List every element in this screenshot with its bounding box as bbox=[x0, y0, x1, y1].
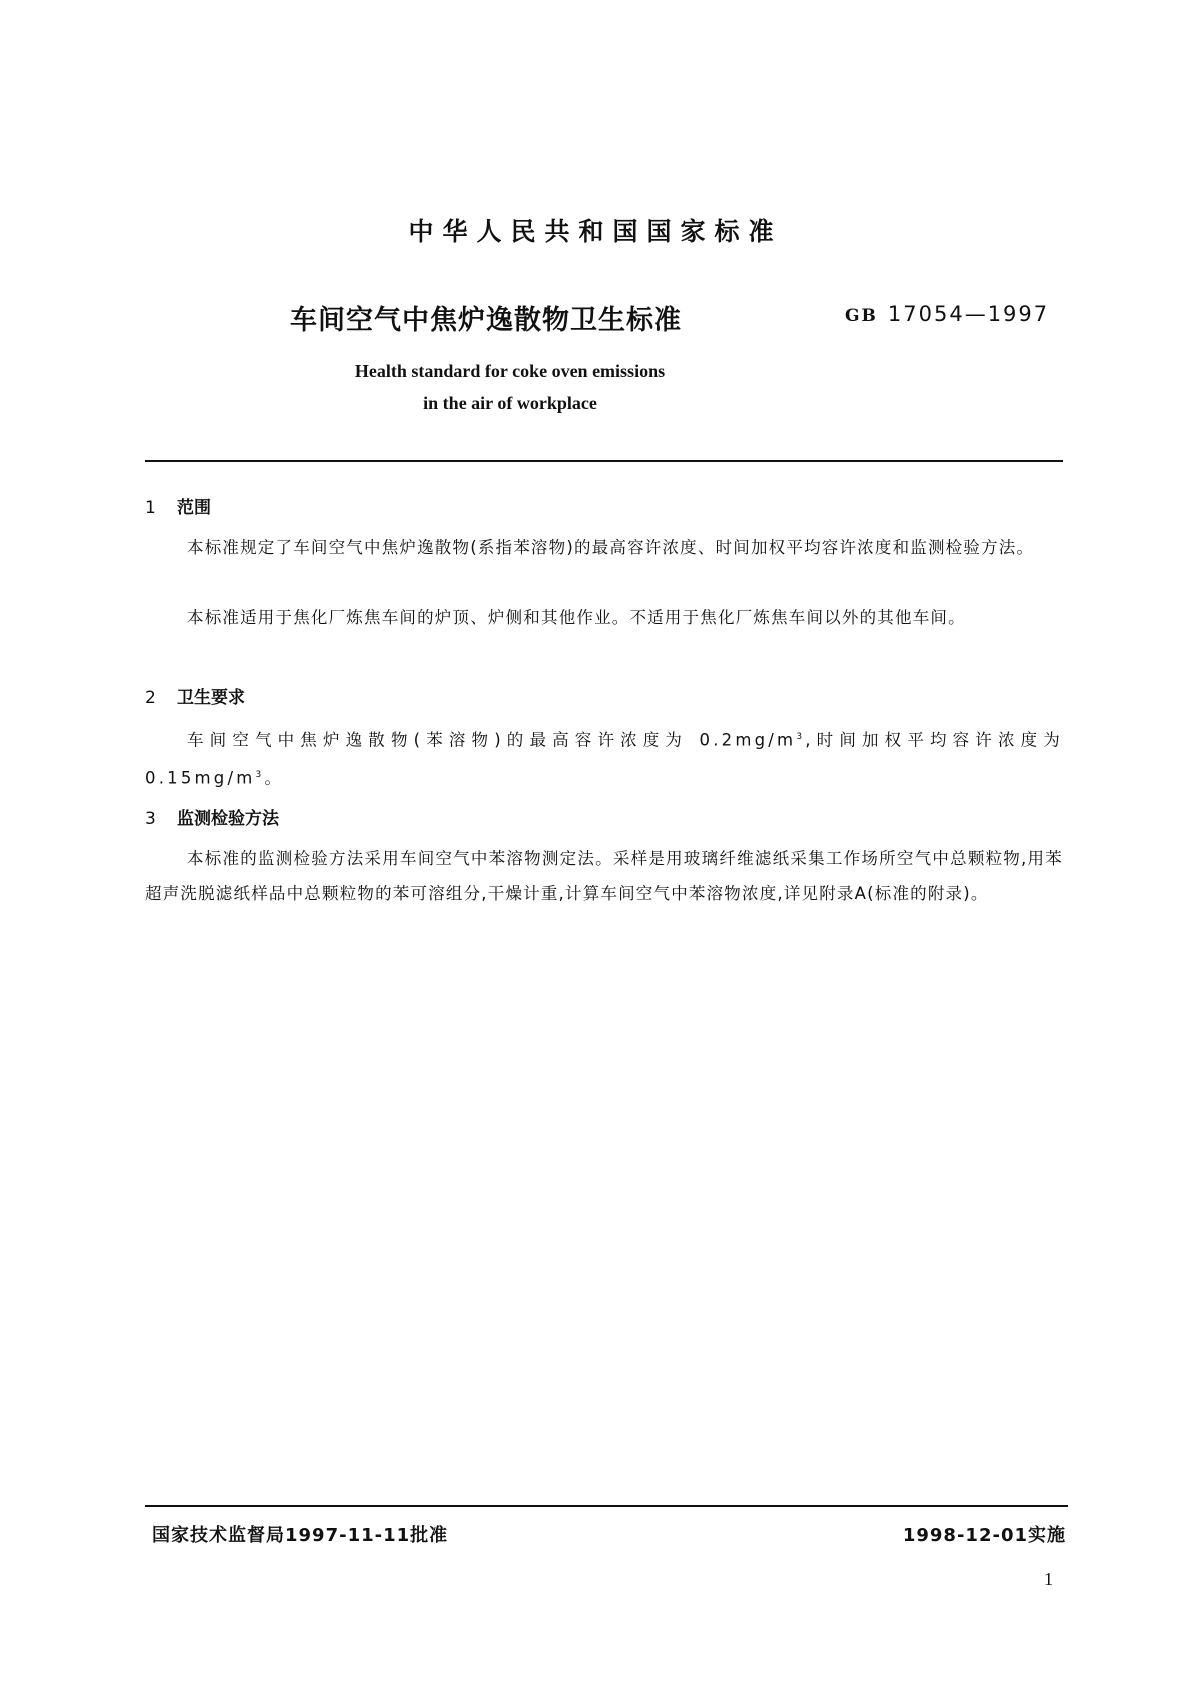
section-number: 2 bbox=[145, 688, 156, 708]
section-3-heading bbox=[145, 804, 279, 829]
superscript: 3 bbox=[796, 732, 806, 742]
section-2-paragraph bbox=[145, 720, 1063, 795]
section-3-paragraph: 本标准的监测检验方法采用车间空气中苯溶物测定法。采样是用玻璃纤维滤纸采集工作场所空气中总颗粒物,用苯超声洗脱滤纸样品中总颗粒物的苯可溶组分,干燥计重,计算车间空气中苯溶物浓度,详见附录A(标准的附录)。 bbox=[145, 849, 1063, 903]
standard-code: 17054—1997 bbox=[887, 302, 1050, 326]
section-2-heading bbox=[145, 683, 245, 708]
section-title: 监测检验方法 bbox=[177, 809, 279, 829]
section-2-text-1: 车间空气中焦炉逸散物(苯溶物)的最高容许浓度为 0.2mg/m bbox=[187, 730, 797, 750]
standard-prefix: GB bbox=[845, 306, 878, 326]
standard-number bbox=[845, 302, 1049, 326]
english-title-line-2: in the air of workplace bbox=[423, 393, 597, 413]
section-title: 卫生要求 bbox=[177, 688, 245, 708]
superscript: 3 bbox=[255, 769, 265, 780]
national-standard-header: 中华人民共和国国家标准 bbox=[408, 217, 783, 246]
header-divider bbox=[145, 460, 1063, 462]
page-number: 1 bbox=[1044, 1569, 1053, 1589]
section-title: 范围 bbox=[177, 498, 211, 518]
section-number: 3 bbox=[145, 809, 156, 829]
section-2-text-2: ,时间加权平均容许浓度为 0.15mg/m bbox=[145, 730, 1063, 787]
footer-divider bbox=[145, 1505, 1068, 1507]
section-number: 1 bbox=[145, 498, 156, 518]
section-1-paragraph-1: 本标准规定了车间空气中焦炉逸散物(系指苯溶物)的最高容许浓度、时间加权平均容许浓度和监测检验方法。 bbox=[187, 538, 1035, 557]
section-2-text-3: 。 bbox=[264, 768, 285, 787]
section-1-paragraph-2: 本标准适用于焦化厂炼焦车间的炉顶、炉侧和其他作业。不适用于焦化厂炼焦车间以外的其他车间。 bbox=[187, 608, 966, 627]
english-title bbox=[0, 355, 1020, 419]
english-title-line-1: Health standard for coke oven emissions bbox=[354, 361, 666, 381]
section-1-heading bbox=[145, 493, 211, 518]
effective-date: 1998-12-01实施 bbox=[902, 1525, 1066, 1546]
document-title: 车间空气中焦炉逸散物卫生标准 bbox=[290, 305, 682, 336]
approval-line: 国家技术监督局1997-11-11批准 bbox=[152, 1525, 449, 1546]
